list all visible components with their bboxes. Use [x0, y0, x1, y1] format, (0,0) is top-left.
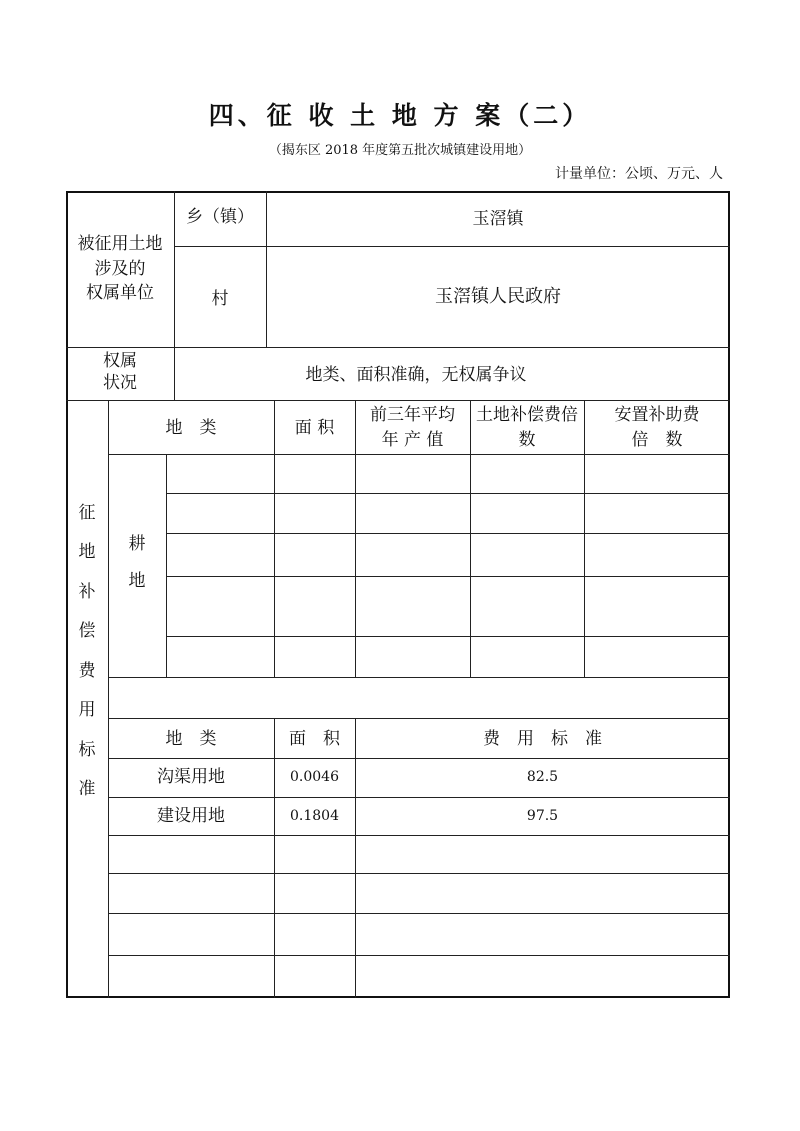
township-value: 玉滘镇: [472, 209, 524, 229]
header-land-type: 地 类: [165, 418, 217, 438]
grid-line: [108, 718, 730, 719]
grid-line: [166, 493, 730, 494]
header-area: 面 积: [294, 418, 335, 438]
page-title: 四、征 收 土 地 方 案（二）: [208, 101, 592, 130]
ownership-status-label: 权属 状况: [103, 351, 137, 394]
compensation-section-label: 征 地 补 偿 费 用 标 准: [78, 503, 96, 800]
grid-line: [108, 758, 730, 759]
page-subtitle: （揭东区 2018 年度第五批次城镇建设用地）: [268, 143, 532, 158]
grid-line: [108, 454, 730, 455]
grid-line: [108, 913, 730, 914]
row-area: 0.1804: [290, 808, 339, 824]
grid-line: [166, 576, 730, 577]
grid-line: [66, 347, 730, 348]
grid-line: [166, 636, 730, 637]
header-land-type-2: 地 类: [165, 729, 217, 749]
header-fee-standard: 费 用 标 准: [483, 729, 602, 749]
row-land-type: 建设用地: [157, 806, 225, 826]
row-fee: 82.5: [526, 769, 559, 785]
measurement-unit: 计量单位：公顷、万元、人: [555, 166, 723, 182]
row-land-type: 沟渠用地: [157, 767, 225, 787]
header-area-2: 面 积: [289, 729, 340, 749]
header-land-compensation: 土地补偿费倍 数: [476, 405, 578, 450]
grid-line: [274, 400, 275, 677]
township-label: 乡（镇）: [186, 207, 254, 227]
ownership-section-label: 被征用土地 涉及的 权属单位: [77, 234, 163, 304]
grid-line: [108, 797, 730, 798]
grid-line: [166, 454, 167, 677]
row-area: 0.0046: [290, 769, 339, 785]
header-avg-output: 前三年平均 年 产 值: [370, 405, 455, 450]
grid-line: [108, 873, 730, 874]
grid-line: [108, 677, 730, 678]
grid-line: [66, 400, 730, 401]
header-resettlement: 安置补助费 倍 数: [614, 405, 700, 450]
grid-line: [274, 718, 275, 998]
grid-line: [108, 835, 730, 836]
grid-line: [166, 533, 730, 534]
village-label: 村: [211, 289, 229, 309]
grid-line: [108, 400, 109, 998]
ownership-status-value: 地类、面积准确，无权属争议: [305, 365, 527, 385]
grid-line: [355, 718, 356, 998]
grid-line: [174, 246, 730, 247]
row-fee: 97.5: [526, 808, 559, 824]
grid-line: [108, 955, 730, 956]
farmland-label: 耕 地: [128, 534, 146, 592]
village-value: 玉滘镇人民政府: [435, 286, 561, 307]
